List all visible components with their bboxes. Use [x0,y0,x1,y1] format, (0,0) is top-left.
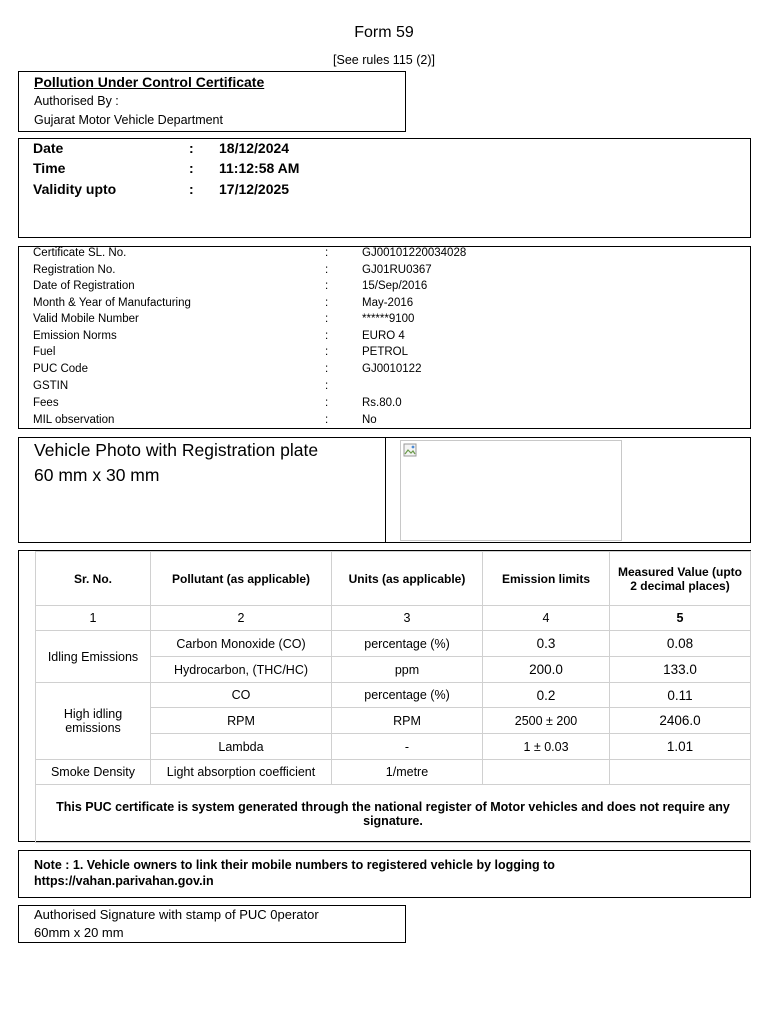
department-name: Gujarat Motor Vehicle Department [34,113,223,127]
signature-line1: Authorised Signature with stamp of PUC 0perator [34,907,319,922]
detail-label: Fuel [33,346,56,358]
smoke-density-row [36,760,751,785]
column-number: 2 [151,606,332,631]
emission-table-box [18,550,751,842]
detail-colon: : [325,313,329,325]
detail-value: PETROL [362,346,409,358]
validity-value: 17/12/2025 [219,181,290,197]
measured-cell: 1.01 [610,734,751,760]
detail-colon: : [325,363,329,375]
unit-cell: RPM [332,708,483,734]
unit-cell: ppm [332,657,483,683]
detail-label: Certificate SL. No. [33,247,127,259]
detail-value: GJ0010122 [362,363,422,375]
detail-label: Fees [33,397,59,409]
high-idling-group-label: High idling emissions [36,683,151,760]
date-colon: : [189,140,194,156]
time-label: Time [33,160,66,176]
note-line1: Note : 1. Vehicle owners to link their mobile numbers to registered vehicle by logging to [34,858,555,872]
date-value: 18/12/2024 [219,140,290,156]
signature-text [34,906,319,942]
column-number: 4 [483,606,610,631]
detail-colon: : [325,247,329,259]
detail-value: No [362,414,377,426]
detail-colon: : [325,264,329,276]
rule-reference: [See rules 115 (2)] [333,53,435,67]
idling-group-label: Idling Emissions [36,631,151,683]
time-colon: : [189,160,194,176]
broken-image-icon [403,443,417,457]
detail-value: GJ00101220034028 [362,247,467,259]
detail-value: GJ01RU0367 [362,264,432,276]
header-measured: Measured Value (upto 2 decimal places) [610,552,751,606]
form-title: Form 59 [354,24,414,41]
note-box [18,850,751,898]
pollutant-cell: Lambda [151,734,332,760]
table-row [36,683,751,708]
measured-cell: 0.11 [610,683,751,708]
unit-cell: - [332,734,483,760]
photo-caption-line2: 60 mm x 30 mm [34,465,160,485]
detail-label: Valid Mobile Number [33,313,139,325]
header-sr-no: Sr. No. [36,552,151,606]
authority-box [18,71,406,132]
detail-label: GSTIN [33,380,69,392]
detail-label: Emission Norms [33,330,117,342]
table-header-row [36,552,751,606]
limit-cell: 0.3 [483,631,610,657]
column-number: 3 [332,606,483,631]
measured-cell [610,760,751,785]
detail-label: PUC Code [33,363,88,375]
column-number: 5 [610,606,751,631]
certificate-title: Pollution Under Control Certificate [34,74,265,90]
table-row [36,631,751,657]
pollutant-cell: CO [151,683,332,708]
detail-value: 15/Sep/2016 [362,280,428,292]
authorised-by-label: Authorised By : [34,94,119,108]
detail-label: Month & Year of Manufacturing [33,297,191,309]
measured-cell: 0.08 [610,631,751,657]
signature-box [18,905,406,943]
detail-value: May-2016 [362,297,414,309]
limit-cell: 1 ± 0.03 [483,734,610,760]
unit-cell: percentage (%) [332,631,483,657]
unit-cell: percentage (%) [332,683,483,708]
system-generated-note: This PUC certificate is system generated through the national register of Motor vehicles and does not require any signature. [36,785,751,843]
vehicle-photo [400,440,622,541]
detail-label: MIL observation [33,414,115,426]
emission-table [35,551,751,843]
detail-label: Date of Registration [33,280,135,292]
measured-cell: 133.0 [610,657,751,683]
column-number-row [36,606,751,631]
header-limits: Emission limits [483,552,610,606]
vehicle-details-box [18,246,751,429]
signature-line2: 60mm x 20 mm [34,925,124,940]
date-label: Date [33,140,64,156]
validity-colon: : [189,181,194,197]
detail-colon: : [325,346,329,358]
vahan-url: https://vahan.parivahan.gov.in [34,874,214,888]
pollutant-cell: Hydrocarbon, (THC/HC) [151,657,332,683]
pollutant-cell: RPM [151,708,332,734]
detail-value: ******9100 [362,313,415,325]
limit-cell [483,760,610,785]
note-text [34,857,555,889]
detail-colon: : [325,397,329,409]
pollutant-cell: Carbon Monoxide (CO) [151,631,332,657]
limit-cell: 2500 ± 200 [483,708,610,734]
measured-cell: 2406.0 [610,708,751,734]
detail-value: Rs.80.0 [362,397,402,409]
detail-label: Registration No. [33,264,116,276]
unit-cell: 1/metre [332,760,483,785]
detail-value: EURO 4 [362,330,405,342]
column-number: 1 [36,606,151,631]
limit-cell: 0.2 [483,683,610,708]
detail-colon: : [325,297,329,309]
pollutant-cell: Light absorption coefficient [151,760,332,785]
photo-caption [34,438,318,488]
detail-colon: : [325,280,329,292]
detail-colon: : [325,330,329,342]
detail-colon: : [325,414,329,426]
limit-cell: 200.0 [483,657,610,683]
vehicle-photo-box [18,437,751,543]
table-footer-row [36,785,751,843]
detail-colon: : [325,380,329,392]
photo-caption-line1: Vehicle Photo with Registration plate [34,440,319,460]
photo-divider [385,438,386,542]
header-pollutant: Pollutant (as applicable) [151,552,332,606]
smoke-density-label: Smoke Density [36,760,151,785]
header-units: Units (as applicable) [332,552,483,606]
datetime-box [18,138,751,238]
validity-label: Validity upto [33,181,117,197]
time-value: 11:12:58 AM [219,160,300,176]
